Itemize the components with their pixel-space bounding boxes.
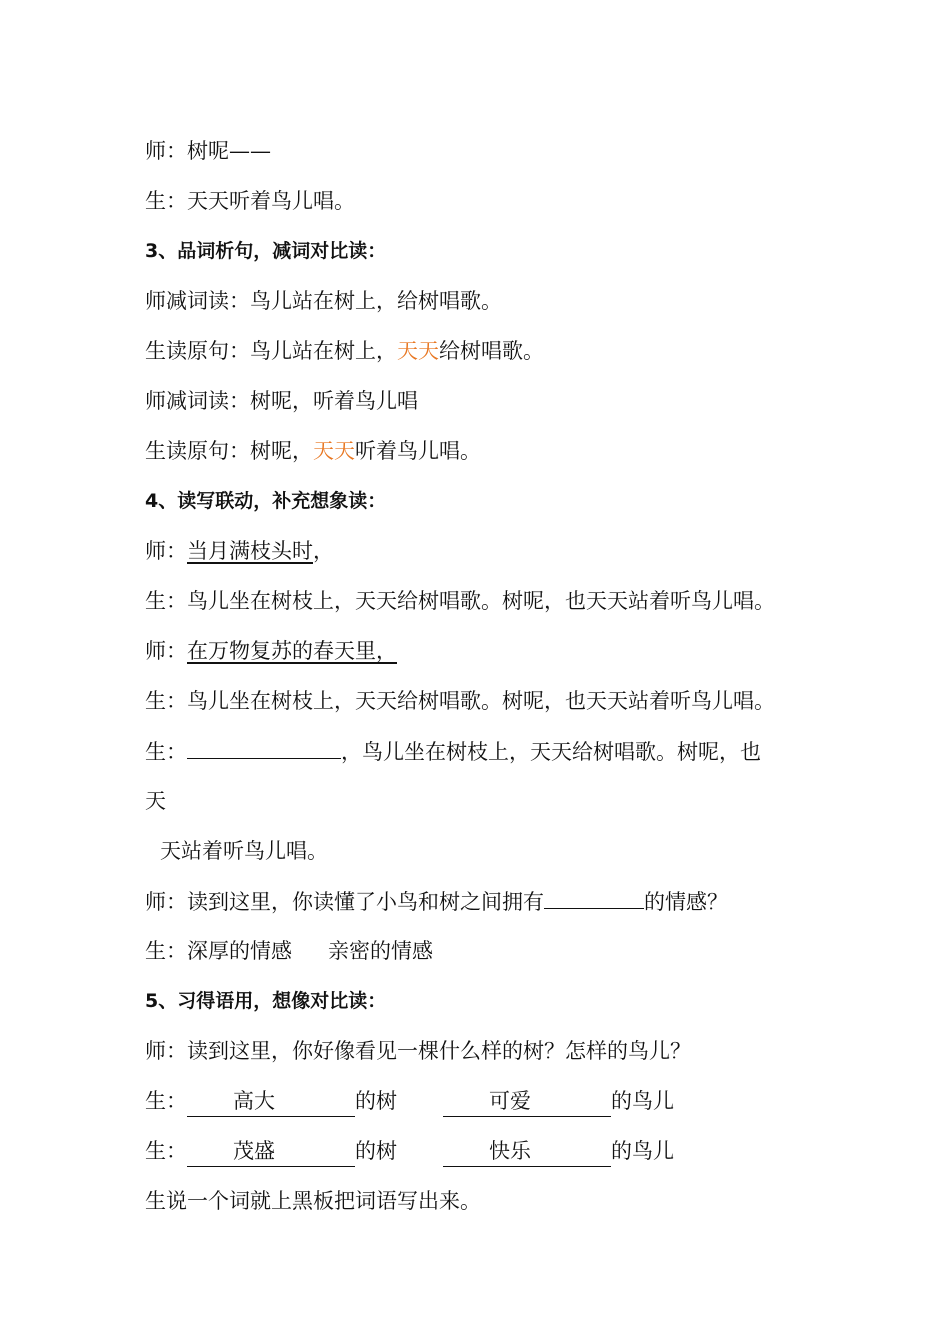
line-student-listen: 生：天天听着鸟儿唱。 [145,189,355,213]
text: 的树 [355,1139,397,1163]
text: 生： [145,740,187,764]
filled-word: 高大 [233,1089,275,1113]
line-student-original-1 [145,336,544,366]
filled-word: 快乐 [489,1139,531,1163]
line-student-response-2: 生：鸟儿坐在树枝上，天天给树唱歌。树呢，也天天站着听鸟儿唱。 [145,689,775,713]
line-student-emotion [145,936,433,966]
filled-blank [187,1086,355,1117]
line-teacher-tree: 师：树呢—— [145,139,271,163]
line-student-original-2 [145,436,481,466]
filled-blank [187,1136,355,1167]
fill-blank [187,736,341,759]
highlight-word: 天天 [397,339,439,363]
heading-section-4: 4、读写联动，补充想象读： [145,490,387,512]
text: 生：深厚的情感 [145,939,292,963]
text: 生： [145,1139,187,1163]
fill-blank [544,886,644,909]
line-student-words-2 [145,1136,674,1167]
filled-word: 可爱 [489,1089,531,1113]
line-continuation: 天站着听鸟儿唱。 [160,839,328,863]
heading-section-5: 5、习得语用，想像对比读： [145,990,387,1012]
text: 的树 [355,1089,397,1113]
line-teacher-moon [145,536,334,566]
highlight-word: 天天 [313,439,355,463]
line-teacher-question: 师：读到这里，你好像看见一棵什么样的树？怎样的鸟儿？ [145,1039,691,1063]
filled-blank [443,1086,611,1117]
text: 生读原句：鸟儿站在树上， [145,339,397,363]
text: 亲密的情感 [328,939,433,963]
text: 的鸟儿 [611,1089,674,1113]
text: 的情感？ [644,890,728,914]
line-wrap-char: 天 [145,789,166,813]
text: ，鸟儿坐在树枝上，天天给树唱歌。树呢，也 [341,740,761,764]
line-teacher-reduced-1: 师减词读：鸟儿站在树上，给树唱歌。 [145,289,502,313]
text: 给树唱歌。 [439,339,544,363]
line-student-response-1: 生：鸟儿坐在树枝上，天天给树唱歌。树呢，也天天站着听鸟儿唱。 [145,589,775,613]
line-student-fill [145,736,761,767]
line-student-words-1 [145,1086,674,1117]
underlined-text: 在万物复苏的春天里， [187,639,397,663]
text: 生读原句：树呢， [145,439,313,463]
line-teacher-emotion [145,886,728,917]
underlined-text: 当月满枝头时 [187,539,313,563]
text: 的鸟儿 [611,1139,674,1163]
filled-blank [443,1136,611,1167]
text: 师： [145,639,187,663]
text: 听着鸟儿唱。 [355,439,481,463]
heading-section-3: 3、品词析句，减词对比读： [145,240,387,262]
text: 生： [145,1089,187,1113]
filled-word: 茂盛 [233,1139,275,1163]
line-teacher-reduced-2: 师减词读：树呢，听着鸟儿唱 [145,389,418,413]
text: 师：读到这里，你读懂了小鸟和树之间拥有 [145,890,544,914]
text: ， [313,539,334,563]
line-blackboard-note: 生说一个词就上黑板把词语写出来。 [145,1189,481,1213]
text: 师： [145,539,187,563]
line-teacher-spring [145,636,397,666]
